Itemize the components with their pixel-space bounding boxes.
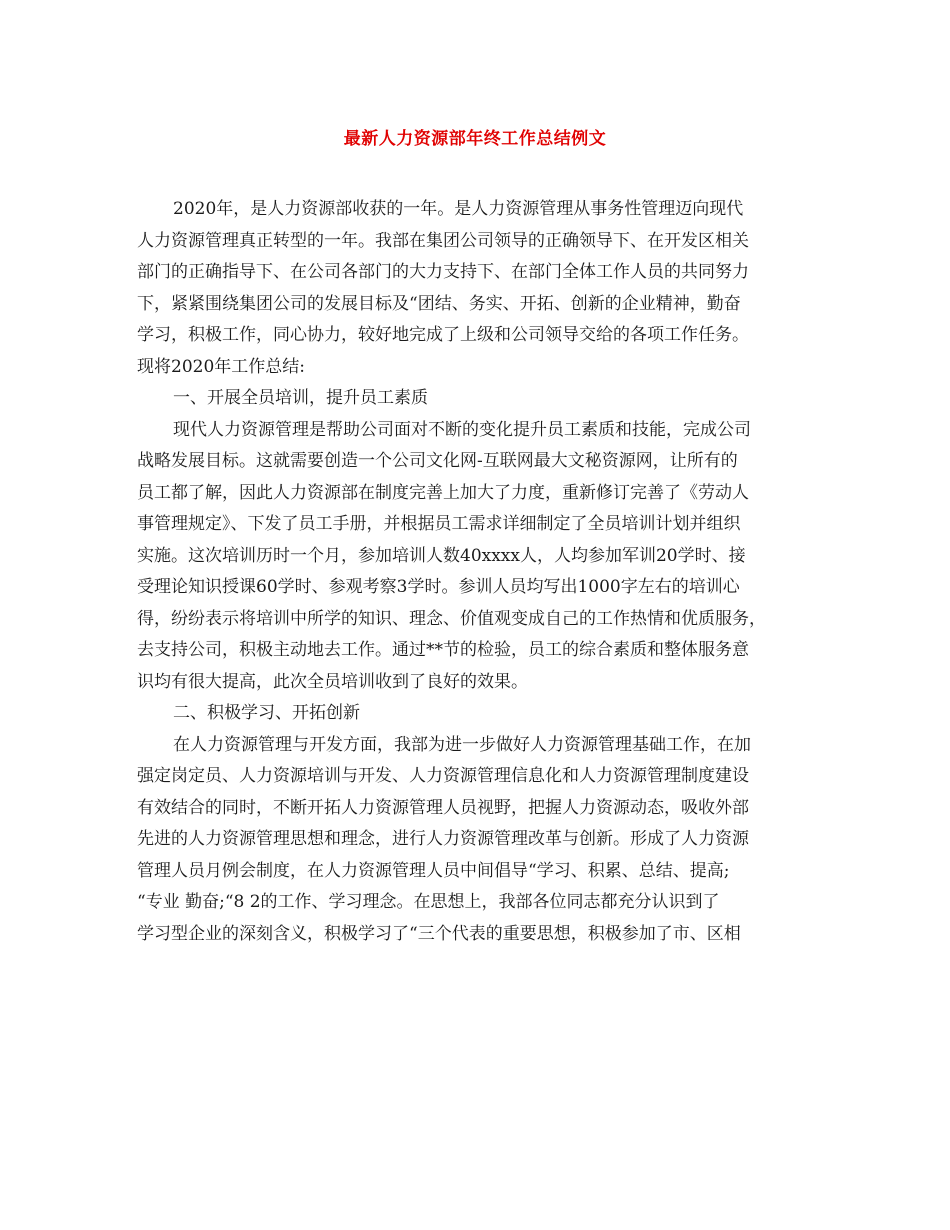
text-line: 管理人员月例会制度，在人力资源管理人员中间倡导“学习、积累、总结、提高; <box>137 860 730 881</box>
text-line: 2020年，是人力资源部收获的一年。是人力资源管理从事务性管理迈向现代 <box>173 199 744 219</box>
text-line: 员工都了解，因此人力资源部在制度完善上加大了力度，重新修订完善了《劳动人 <box>137 482 749 503</box>
text-line: 受理论知识授课60学时、参观考察3学时。参训人员均写出1000字左右的培训心 <box>137 577 740 597</box>
text-line: 事管理规定》、下发了员工手册，并根据员工需求详细制定了全员培训计划并组织 <box>137 514 741 534</box>
section-heading: 一、开展全员培训，提升员工素质 <box>173 388 428 408</box>
text-line: 去支持公司，积极主动地去工作。通过**节的检验，员工的综合素质和整体服务意 <box>137 640 749 660</box>
text-line: 得，纷纷表示将培训中所学的知识、理念、价值观变成自己的工作热情和优质服务， <box>137 608 766 629</box>
document-body <box>137 194 817 950</box>
text-line: “专业 勤奋;“8 2的工作、学习理念。在思想上，我部各位同志都充分认识到了 <box>137 892 720 912</box>
text-line: 有效结合的同时，不断开拓人力资源管理人员视野，把握人力资源动态，吸收外部 <box>137 797 749 818</box>
text-line: 在人力资源管理与开发方面，我部为进一步做好人力资源管理基础工作，在加 <box>173 734 751 755</box>
text-line: 下，紧紧围绕集团公司的发展目标及“团结、务实、开拓、创新的企业精神，勤奋 <box>137 293 741 314</box>
text-line: 现代人力资源管理是帮助公司面对不断的变化提升员工素质和技能，完成公司 <box>173 419 751 440</box>
text-line: 强定岗定员、人力资源培训与开发、人力资源管理信息化和人力资源管理制度建设 <box>137 766 749 786</box>
text-line: 战略发展目标。这就需要创造一个公司文化网-互联网最大文秘资源网，让所有的 <box>137 451 738 471</box>
section-heading: 二、积极学习、开拓创新 <box>173 703 360 723</box>
text-line: 现将2020年工作总结: <box>137 356 305 377</box>
text-line: 学习型企业的深刻含义，积极学习了“三个代表的重要思想，积极参加了市、区相 <box>137 923 741 944</box>
text-line: 识均有很大提高，此次全员培训收到了良好的效果。 <box>137 671 528 692</box>
text-line: 人力资源管理真正转型的一年。我部在集团公司领导的正确领导下、在开发区相关 <box>137 230 749 251</box>
text-line: 先进的人力资源管理思想和理念，进行人力资源管理改革与创新。形成了人力资源 <box>137 829 749 849</box>
text-line: 部门的正确指导下、在公司各部门的大力支持下、在部门全体工作人员的共同努力 <box>137 262 749 282</box>
document-title: 最新人力资源部年终工作总结例文 <box>343 129 607 149</box>
text-line: 学习，积极工作，同心协力，较好地完成了上级和公司领导交给的各项工作任务。 <box>137 325 749 345</box>
text-line: 实施。这次培训历时一个月，参加培训人数40xxxx人，人均参加军训20学时、接 <box>137 545 746 566</box>
